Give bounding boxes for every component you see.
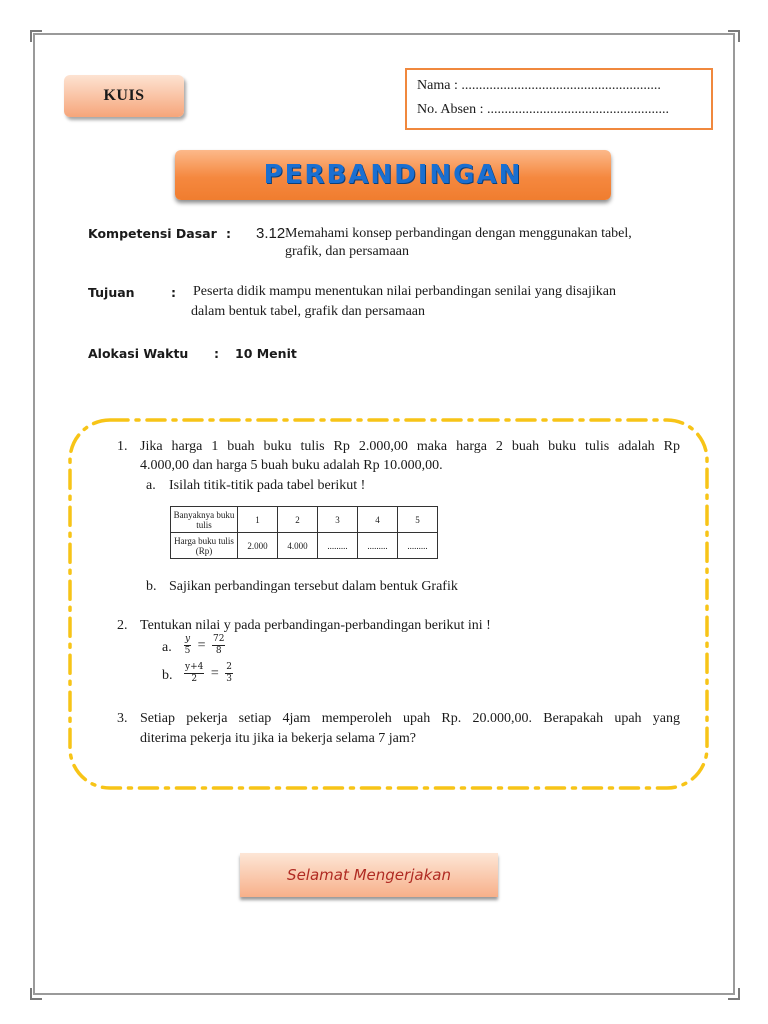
table-row [171,533,438,559]
table-cell[interactable]: ......... [318,533,358,559]
kd-colon: : [226,226,232,241]
absen-label: No. Absen [417,102,477,117]
q2b-label: b. [162,668,173,683]
table-cell: 2.000 [238,533,278,559]
kd-text-2: grafik, dan persamaan [285,244,409,259]
waktu-value: 10 Menit [235,346,297,361]
q2a-label: a. [162,640,172,655]
kd-text-1: Memahami konsep perbandingan dengan menggunakan tabel, [285,226,632,241]
fraction: $\frac{72}{8}$ [213,634,225,656]
absen-field[interactable]: : .................................................... [479,102,670,117]
corner-ornament [30,988,42,1000]
q2a-equation: $\frac{y}{5}$ = $\frac{72}{8}$ [184,634,225,656]
table-cell: 4 [358,507,398,533]
table-cell: 3 [318,507,358,533]
table-cell: 2 [278,507,318,533]
tujuan-text-2: dalam bentuk tabel, grafik dan persamaan [191,304,426,319]
q1a-text: Isilah titik-titik pada tabel berikut ! [169,478,366,493]
table-cell[interactable]: ......... [398,533,438,559]
page-title: PERBANDINGAN [263,160,523,190]
kd-row [88,226,231,242]
tujuan-label: Tujuan [88,285,135,300]
ratio-table [170,506,438,559]
table-row [171,507,438,533]
footer-banner [240,853,498,897]
corner-ornament [30,30,42,42]
q1-number: 1. [117,439,128,454]
fraction: $\frac{y}{5}$ [184,634,191,656]
nama-field[interactable]: : ......................................................... [453,78,661,93]
table-row-header: Banyaknya buku tulis [171,507,238,533]
nama-label: Nama [417,78,451,93]
table-cell: 5 [398,507,438,533]
q3-number: 3. [117,711,128,726]
q3-line-2: diterima pekerja itu jika ia bekerja selama 7 jam? [140,731,416,746]
q2-text: Tentukan nilai y pada perbandingan-perbandingan berikut ini ! [140,618,491,633]
q2b-equation: $\frac{y+4}{2}$ = $\frac{2}{3}$ [185,662,232,684]
table-cell: 1 [238,507,278,533]
q1-line-1: Jika harga 1 buah buku tulis Rp 2.000,00 maka harga 2 buah buku tulis adalah Rp [140,439,680,454]
tujuan-colon: : [171,285,176,300]
title-banner [175,150,611,200]
fraction: $\frac{y+4}{2}$ [185,662,204,684]
q3-line-1: Setiap pekerja setiap 4jam memperoleh upah Rp. 20.000,00. Berapakah upah yang [140,711,680,726]
q1b-label: b. [146,579,157,594]
footer-text: Selamat Mengerjakan [287,866,451,884]
student-identity-box [405,68,713,130]
kd-label: Kompetensi Dasar [88,226,217,241]
kuis-badge [64,75,184,117]
q1b-text: Sajikan perbandingan tersebut dalam bentuk Grafik [169,579,458,594]
table-cell: 4.000 [278,533,318,559]
kuis-label: KUIS [103,87,145,104]
tujuan-text-1: Peserta didik mampu menentukan nilai perbandingan senilai yang disajikan [193,284,617,299]
waktu-colon: : [214,346,219,361]
q1-line-2: 4.000,00 dan harga 5 buah buku adalah Rp 10.000,00. [140,458,443,473]
q1a-label: a. [146,478,156,493]
q2-number: 2. [117,618,128,633]
corner-ornament [728,988,740,1000]
waktu-label: Alokasi Waktu [88,346,189,361]
kd-number: 3.12 [256,225,286,242]
nama-row [417,74,701,98]
table-row-header: Harga buku tulis (Rp) [171,533,238,559]
corner-ornament [728,30,740,42]
absen-row [417,98,701,122]
fraction: $\frac{2}{3}$ [226,662,232,684]
table-cell[interactable]: ......... [358,533,398,559]
